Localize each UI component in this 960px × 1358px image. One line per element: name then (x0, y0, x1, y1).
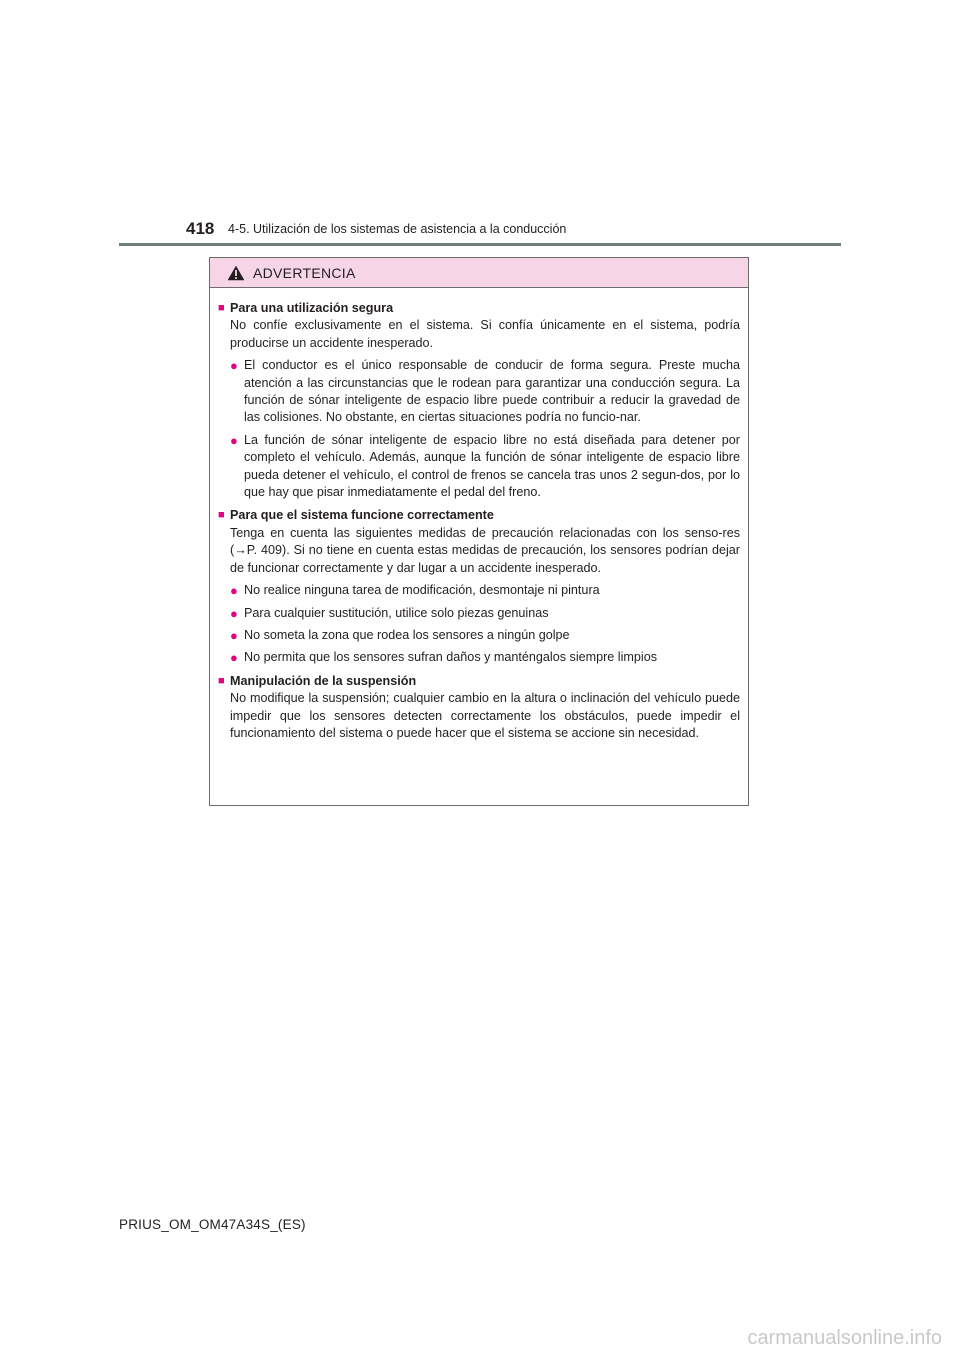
section-paragraph: Tenga en cuenta las siguientes medidas de precaución relacionadas con los senso-res (→P. 409). Si no tiene en cuenta estas medidas de precaución, los sensores podrían dejar de funcionar correctamente y dar lugar a un accidente inesperado. (230, 525, 740, 575)
circle-bullet-icon: ● (230, 627, 238, 643)
warning-body (210, 288, 748, 742)
warning-section-safe-use (218, 300, 740, 501)
watermark[interactable]: carmanualsonline.info (747, 1327, 942, 1349)
circle-bullet-icon: ● (230, 650, 238, 666)
warning-section-correct-function (218, 507, 740, 666)
section-heading: Manipulación de la suspensión (230, 673, 417, 688)
square-bullet-icon: ■ (218, 509, 225, 522)
warning-title: ADVERTENCIA (253, 264, 356, 281)
list-item: ● No permita que los sensores sufran daños y manténgalos siempre limpios (230, 650, 657, 666)
header-rule (119, 243, 841, 246)
section-heading: Para una utilización segura (230, 301, 394, 315)
section-heading: Para que el sistema funcione correctamente (230, 508, 494, 523)
document-code: PRIUS_OM_OM47A34S_(ES) (119, 1217, 306, 1232)
circle-bullet-icon: ● (230, 432, 238, 448)
square-bullet-icon: ■ (218, 674, 225, 687)
list-item: ● No realice ninguna tarea de modificación, desmontaje ni pintura (230, 583, 600, 599)
warning-header (210, 258, 748, 288)
square-bullet-icon: ■ (218, 302, 225, 314)
warning-triangle-icon (227, 265, 245, 281)
list-item: ● Para cualquier sustitución, utilice solo piezas genuinas (230, 605, 549, 621)
list-item: ● El conductor es el único responsable de conducir de forma segura. Preste mucha atención a las circunstancias que le rodean para garantizar una conducción segura. La función de sónar inteligente de espacio libre puede contribuir a reducir la gravedad de las colisiones. No obstante, en ciertas situaciones podría no funcio-nar. (230, 357, 740, 427)
warning-section-suspension (218, 673, 740, 743)
circle-bullet-icon: ● (230, 358, 238, 374)
section-title: 4-5. Utilización de los sistemas de asistencia a la conducción (228, 222, 567, 236)
section-paragraph: No modifique la suspensión; cualquier cambio en la altura o inclinación del vehículo puede impedir que los sensores detecten correctamente los obstáculos, puede impedir el funcionamiento del sistema o puede hacer que el sistema se accione sin necesidad. (230, 691, 740, 740)
section-paragraph: No confíe exclusivamente en el sistema. Si confía únicamente en el sistema, podría producirse un accidente inesperado. (230, 318, 740, 350)
circle-bullet-icon: ● (230, 583, 238, 599)
warning-box (209, 257, 749, 806)
list-item: ● No someta la zona que rodea los sensores a ningún golpe (230, 627, 570, 643)
page-number: 418 (186, 219, 215, 238)
circle-bullet-icon: ● (230, 605, 238, 621)
list-item: ● La función de sónar inteligente de espacio libre no está diseñada para detener por completo el vehículo. Además, aunque la función de sónar inteligente de espacio libre pueda detener el vehículo, el control de frenos se cancela tras unos 2 segun-dos, por lo que hay que pisar inmediatamente el pedal del freno. (230, 432, 740, 502)
